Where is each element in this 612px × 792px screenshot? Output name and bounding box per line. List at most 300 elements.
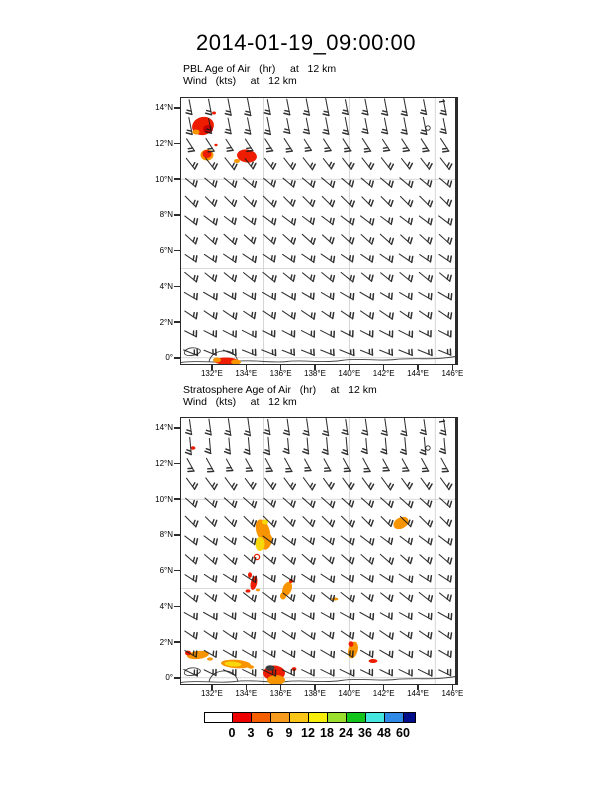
barb-shaft [225,158,234,170]
colorbar-labels [204,726,428,740]
barb-feather [265,133,271,134]
barb-shaft [248,118,251,134]
barb-shaft [327,438,328,454]
barb-feather [213,595,214,599]
barb-shaft [321,613,333,620]
wind-barb [441,139,449,152]
wind-barb [283,555,295,564]
barb-feather [431,596,432,602]
barb-feather [409,501,410,505]
barb-feather [371,164,374,169]
barb-feather [333,293,334,299]
barb-feather [428,180,429,184]
lat-tick-label: 14°N [155,103,173,113]
barb-feather [389,595,390,599]
axis-tick [174,107,180,109]
wind-barb [321,650,334,657]
barb-feather [420,452,426,454]
barb-shaft [226,459,232,470]
barb-feather [215,501,217,507]
wind-barb [419,216,432,225]
wind-barb [205,438,211,453]
wind-barb [283,574,295,581]
barb-feather [314,313,315,319]
wind-barb [381,536,393,544]
wind-barb [302,574,315,582]
wind-barb [264,158,275,169]
barb-shaft [189,420,191,435]
wind-barb [323,235,334,244]
barb-feather [271,163,273,167]
wind-barb [206,158,218,169]
barb-feather [314,576,315,582]
wind-barb [302,650,315,657]
wind-barb [439,631,452,639]
barb-feather [188,151,194,152]
wind-barb [323,418,329,435]
barb-feather [450,256,451,262]
barb-feather [333,633,334,639]
barb-shaft [287,99,290,114]
barb-feather [194,200,196,204]
barb-shaft [380,293,391,300]
barb-feather [213,633,214,637]
wind-barb [303,197,315,207]
barb-feather [196,539,197,545]
barb-shaft [384,118,387,133]
wind-barb [205,419,211,435]
barb-feather [215,558,217,564]
barb-feather [196,256,197,262]
barb-feather [255,576,256,582]
wind-barb [282,292,295,299]
barb-feather [195,164,198,169]
barb-feather [311,181,312,185]
barb-feather [283,451,289,453]
barb-feather [447,501,448,505]
barb-feather [362,113,368,114]
barb-feather [255,276,256,282]
barb-feather [217,294,218,300]
barb-feather [371,520,373,526]
barb-feather [389,558,390,562]
barb-feather [411,596,412,602]
lon-tick-label: 140°E [338,689,361,698]
axis-tick [174,321,180,323]
barb-feather [350,313,351,317]
barb-feather [392,558,394,564]
barb-feather [232,163,234,167]
barb-feather [372,219,373,225]
barb-shaft [306,99,309,115]
barb-feather [305,150,311,151]
barb-feather [408,312,409,316]
wind-barb [441,458,448,471]
barb-shaft [263,651,274,658]
wind-barb [204,331,216,337]
wind-barb [204,254,216,262]
wind-barb [186,437,192,454]
wind-barb [362,197,373,206]
barb-feather [274,539,275,545]
wind-barb [360,331,372,337]
wind-barb [264,100,270,115]
barb-feather [353,651,354,657]
barb-feather [411,182,413,188]
wind-barb [380,349,393,355]
wind-barb [184,292,197,299]
barb-feather [353,633,354,639]
barb-feather [253,484,256,489]
wind-barb [420,420,426,435]
barb-feather [401,133,407,134]
barb-feather [331,256,332,260]
wind-barb [439,216,452,225]
barb-feather [294,238,296,244]
barb-shaft [362,478,370,490]
barb-shaft [307,419,309,435]
barb-feather [196,276,197,282]
wind-barb [439,670,451,676]
barb-shaft [263,331,275,337]
wind-barb [186,420,192,435]
colorbar-segment [346,712,366,723]
barb-feather [409,181,410,185]
barb-shaft [340,669,353,676]
wind-barb [225,517,237,527]
barb-feather [392,313,393,319]
axis-tick [174,606,180,608]
barb-feather [303,132,309,133]
colorbar-segment [308,712,328,723]
wind-barb [360,536,373,545]
barb-feather [407,483,409,487]
wind-barb [223,650,236,657]
lat-tick-label: 12°N [155,139,173,149]
wind-barb [283,438,289,453]
barb-feather [235,538,236,544]
barb-feather [310,163,312,167]
barb-shaft [287,419,289,435]
barb-feather [313,538,314,544]
wind-barb [302,273,314,282]
barb-shaft [326,118,329,134]
wind-barb [187,139,195,152]
barb-feather [451,651,452,657]
barb-feather [272,313,273,317]
barb-feather [233,256,234,260]
barb-feather [256,652,257,658]
barb-feather [212,200,214,204]
barb-feather [392,576,393,582]
colorbar-label: 12 [301,726,315,740]
figure-title: 2014-01-19_09:00:00 [196,30,416,55]
barb-feather [369,576,370,580]
wind-barb [284,517,295,526]
wind-barb [380,670,392,676]
barb-feather [234,164,237,169]
wind-barb [282,216,295,225]
barb-shaft [384,99,387,115]
lat-tick-label: 0° [165,353,173,363]
barb-feather [313,521,315,527]
barb-feather [352,201,354,207]
wind-barb [420,516,433,527]
colorbar-segment [232,712,252,723]
wind-barb [342,437,348,454]
wind-barb [225,118,231,133]
barb-feather [244,452,250,454]
barb-feather [194,276,195,280]
wind-barb [223,331,236,337]
barb-feather [352,521,354,527]
barb-feather [271,180,272,184]
barb-feather [330,218,331,222]
wind-barb [284,139,292,152]
wind-barb [263,292,276,299]
barb-feather [284,132,290,133]
barb-feather [313,201,315,207]
barb-feather [391,502,393,508]
barb-feather [293,275,294,281]
barb-feather [411,313,412,319]
wind-barb [322,555,333,564]
wind-barb [360,612,373,619]
barb-feather [291,275,292,279]
barb-feather [323,434,329,436]
barb-feather [353,294,354,300]
wind-barb [400,293,412,300]
wind-barb [421,478,432,489]
barb-feather [232,520,234,524]
barb-shaft [404,118,407,134]
barb-feather [369,238,370,242]
wind-barb [342,516,355,527]
lat-tick-label: 8°N [159,210,173,220]
barb-feather [447,181,448,185]
wind-barb [185,575,197,582]
wind-barb [340,669,354,676]
barb-feather [331,181,332,185]
barb-feather [292,219,293,223]
barb-feather [275,294,276,300]
wind-barb [283,254,295,262]
barb-feather [451,313,452,319]
barb-shaft [439,670,451,676]
wind-barb [205,517,216,526]
barb-feather [451,219,452,225]
barb-shaft [321,330,334,337]
barb-feather [213,256,214,260]
barb-shaft [248,438,249,454]
wind-barb [225,478,237,490]
barb-feather [428,538,429,542]
barb-feather [351,484,354,489]
barb-feather [369,275,370,279]
wind-barb [362,119,368,134]
wind-barb [185,235,197,244]
lat-tick-label: 0° [165,673,173,683]
barb-shaft [288,438,289,453]
barb-feather [369,163,371,167]
barb-feather [350,200,352,204]
barb-shaft [243,670,256,676]
barb-feather [234,201,236,207]
wind-barb [303,419,309,435]
wind-barb [244,516,256,526]
barb-feather [215,200,217,206]
barb-feather [352,501,354,507]
wind-barb [400,311,412,318]
barb-feather [214,164,217,169]
wind-barb [224,254,237,262]
lon-tick-label: 136°E [269,369,292,378]
barb-feather [232,200,234,204]
barb-feather [372,181,374,187]
wind-barb [262,613,275,620]
barb-feather [294,651,295,657]
barb-feather [286,151,292,152]
wind-barb [321,254,334,262]
barb-shaft [209,438,210,453]
barb-feather [389,538,390,542]
lon-tick-label: 136°E [269,689,292,698]
barb-shaft [223,350,236,355]
barb-feather [291,576,292,580]
barb-feather [392,293,393,299]
wind-barb [340,350,354,356]
wind-barb [321,574,334,582]
barb-feather [447,520,449,524]
barb-feather [412,256,413,262]
wind-barb [322,438,328,454]
barb-feather [216,633,217,639]
barb-feather [330,557,331,561]
barb-feather [193,576,194,580]
barb-feather [314,633,315,639]
barb-feather [411,293,412,299]
barb-feather [225,433,231,435]
wind-barb [186,158,197,169]
wind-barb [263,216,276,225]
barb-feather [236,576,237,582]
barb-feather [312,484,315,489]
lon-tick-label: 138°E [304,689,326,698]
barb-feather [193,483,195,487]
barb-feather [408,520,410,524]
wind-barb [342,420,348,435]
barb-feather [389,501,390,505]
wind-barb [341,292,354,299]
wind-barb [380,254,393,262]
barb-shaft [383,459,389,470]
barb-feather [411,539,412,545]
barb-feather [412,576,413,582]
wind-barb [323,99,329,116]
wind-barb [263,631,275,639]
barb-shaft [204,331,216,337]
barb-feather [408,237,409,241]
wind-barb [381,273,393,282]
barb-shaft [346,420,348,435]
wind-barb [421,158,432,169]
wind-barb [439,536,452,545]
barb-feather [311,256,312,260]
barb-feather [274,256,275,262]
barb-feather [227,148,231,149]
wind-barb [400,613,412,620]
age-blob [213,358,221,363]
barb-feather [255,313,256,319]
barb-feather [274,521,276,527]
barb-feather [448,539,449,543]
barb-feather [227,150,233,151]
wind-barb [321,293,333,300]
barb-shaft [223,331,236,337]
axis-tick [174,534,180,536]
barb-feather [274,181,276,187]
barb-feather [313,502,315,508]
wind-barb [420,555,432,564]
wind-barb [303,478,315,490]
barb-feather [350,238,351,242]
wind-barb [186,100,192,115]
barb-feather [430,201,432,207]
wind-barb [399,670,412,676]
barb-shaft [305,459,311,470]
barb-feather [332,201,334,207]
lon-tick-label: 142°E [372,689,395,698]
barb-feather [353,313,354,319]
wind-barb [401,555,412,564]
barb-feather [330,200,332,204]
wind-barb [246,459,253,471]
wind-barb [362,517,373,526]
wind-barb [399,574,412,582]
wind-barb [185,272,198,281]
wind-barb [342,196,355,207]
barb-feather [428,218,429,222]
barb-shaft [189,100,192,115]
barb-feather [253,163,256,168]
barb-shaft [204,670,216,676]
barb-feather [409,484,412,489]
wind-barb [243,349,256,355]
barb-feather [369,595,370,599]
barb-feather [196,558,198,564]
barb-feather [235,276,236,282]
barb-feather [196,596,197,602]
barb-shaft [424,100,427,115]
barb-feather [235,218,236,224]
barb-feather [369,501,370,505]
wind-barb [224,536,236,544]
wind-barb [420,196,433,207]
wind-barb [380,293,392,300]
barb-feather [362,433,368,435]
age-blob [349,641,354,647]
barb-shaft [228,419,230,435]
barb-feather [362,132,368,133]
age-blob [193,130,200,135]
barb-feather [213,219,214,223]
wind-barb [244,593,257,602]
barb-feather [272,520,274,524]
wind-barb [303,438,309,454]
barb-feather [216,219,217,225]
wind-barb [302,554,315,564]
barb-feather [372,275,373,281]
